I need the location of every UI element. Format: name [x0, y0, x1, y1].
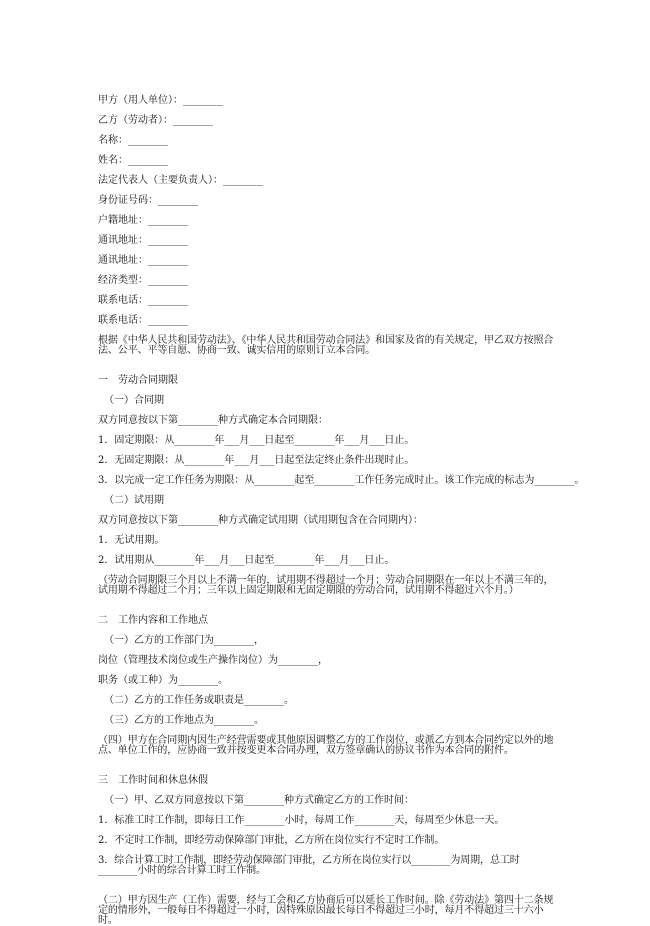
subsection-probation: （二）试用期 [104, 495, 164, 506]
person-name-line: 姓名：________ [98, 155, 168, 166]
overtime-paragraph: （二）甲方因生产（工作）需要，经与工会和乙方协商后可以延长工作时间。除《劳动法》第四十二条规定的情形外，一般每日不得超过一小时，因特殊原因最长每日不得超过三小时，每月不得超过三十六小时。 [98, 895, 554, 926]
subsection-contract-period: （一）合同期 [104, 395, 164, 406]
section-1-heading: 一 劳动合同期限 [98, 375, 178, 386]
preamble-paragraph: 根据《中华人民共和国劳动法》、《中华人民共和国劳动合同法》和国家及省的有关规定，甲乙双方按照合法、公平、平等自愿、协商一致、诚实信用的原则订立本合同。 [98, 335, 554, 356]
mailing-address-line-1: 通讯地址：________ [98, 235, 188, 246]
position-line: 岗位（管理技术岗位或生产操作岗位）为________， [98, 655, 328, 666]
phone-line-2: 联系电话：________ [98, 315, 188, 326]
mailing-address-line-2: 通讯地址：________ [98, 255, 188, 266]
open-term-option: 2．无固定期限：从________年___月___日起至法定终止条件出现时止。 [98, 455, 415, 466]
no-probation-option: 1．无试用期。 [98, 535, 165, 546]
work-department-line: （一）乙方的工作部门为________， [104, 635, 264, 646]
economic-type-line: 经济类型：________ [98, 275, 188, 286]
job-adjustment-paragraph: （四）甲方在合同期内因生产经营需要或其他原因调整乙方的工作岗位，或派乙方到本合同约定以外的地点、单位工作的，应协商一致并按变更本合同办理，双方签章确认的协议书作为本合同的附件。 [98, 735, 554, 756]
duties-line: （二）乙方的工作任务或职责是________。 [104, 695, 294, 706]
standard-hours-option: 1．标准工时工作制，即每日工作________小时，每周工作________天，每周至少休息一天。 [98, 815, 505, 826]
working-time-choice: （一）甲、乙双方同意按以下第________种方式确定乙方的工作时间： [104, 795, 414, 806]
probation-note-paragraph: （劳动合同期限三个月以上不满一年的，试用期不得超过一个月；劳动合同期限在一年以上不满三年的，试用期不得超过二个月；三年以上固定期限和无固定期限的劳动合同，试用期不得超过六个月。） [98, 575, 554, 596]
phone-line-1: 联系电话：________ [98, 295, 188, 306]
work-location-line: （三）乙方的工作地点为________。 [104, 715, 264, 726]
task-term-option: 3．以完成一定工作任务为期限：从________起至________工作任务完成时止。该工作完成的标志为________。 [98, 475, 585, 486]
comprehensive-hours-paragraph: 3．综合计算工时工作制，即经劳动保障部门审批，乙方所在岗位实行以________为周期，总工时________小时的综合计算工时工作制。 [98, 855, 520, 876]
contract-period-choice: 双方同意按以下第________种方式确定本合同期限： [98, 415, 328, 426]
section-2-heading: 二 工作内容和工作地点 [98, 615, 208, 626]
household-address-line: 户籍地址：________ [98, 215, 188, 226]
section-3-heading: 三 工作时间和休息休假 [98, 775, 208, 786]
probation-period-option: 2．试用期从________年___月___日起至________年___月___日止。 [98, 555, 395, 566]
fixed-term-option: 1．固定期限：从________年___月___日起至________年___月___日止。 [98, 435, 415, 446]
party-b-line: 乙方（劳动者）：________ [98, 115, 213, 126]
id-number-line: 身份证号码：________ [98, 195, 198, 206]
name-line: 名称：________ [98, 135, 168, 146]
legal-rep-line: 法定代表人（主要负责人）：________ [98, 175, 263, 186]
job-title-line: 职务（或工种）为________。 [98, 675, 228, 686]
flexible-hours-option: 2．不定时工作制，即经劳动保障部门审批，乙方所在岗位实行不定时工作制。 [98, 835, 445, 846]
probation-choice: 双方同意按以下第________种方式确定试用期（试用期包含在合同期内）： [98, 515, 423, 526]
party-a-line: 甲方（用人单位）：________ [98, 95, 223, 106]
